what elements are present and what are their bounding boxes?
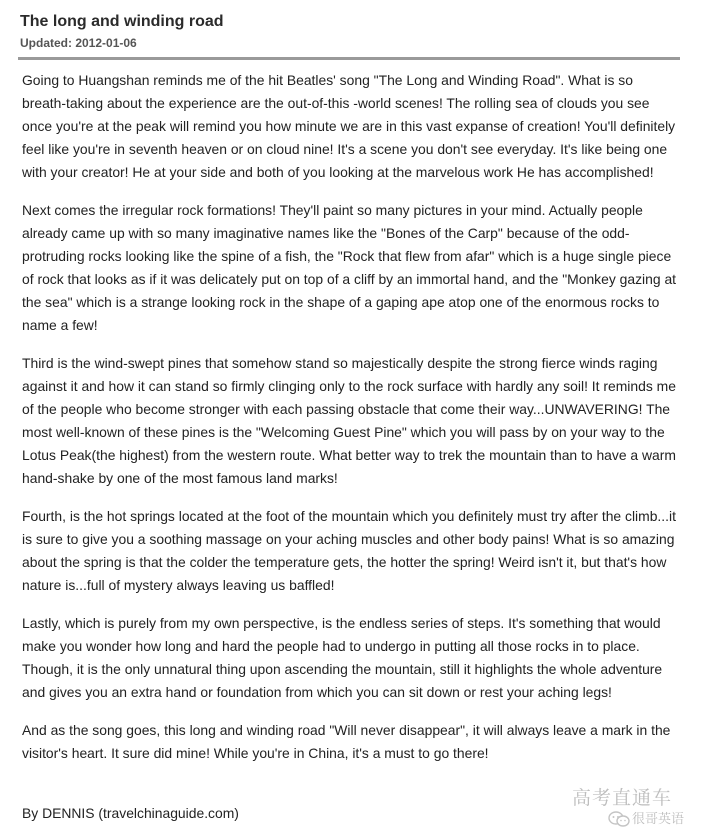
paragraph-2: Next comes the irregular rock formations! They'll paint so many pictures in your mind. Actually people already came up with so many imaginative names like the "Bones of the Carp" because of the odd-protruding rocks looking like the spine of a fish, the "Rock that flew from afar" which is a huge single piece of rock that looks as if it was delicately put on top of a cliff by an immortal hand, and the "Monkey gazing at the sea" which is a strange looking rock in the shape of a gaping ape atop one of the enormous rocks to name a few!: [22, 202, 677, 333]
paragraph-4: Fourth, is the hot springs located at the foot of the mountain which you definitely must try after the climb...it is sure to give you a soothing massage on your aching muscles and other body pains! What is so amazing about the spring is that the colder the temperature gets, the hotter the spring! Weird isn't it, but that's how nature is...full of mystery always leaving us baffled!: [22, 508, 676, 593]
watermark-subtitle: 很哥英语: [632, 811, 685, 826]
byline: By DENNIS (travelchinaguide.com): [22, 805, 239, 821]
paragraph-1: Going to Huangshan reminds me of the hit Beatles' song "The Long and Winding Road". What is so breath-taking about the experience are the out-of-this -world scenes! The rolling sea of clouds you see once you're at the peak will remind you how minute we are in this vast expanse of creation! You'll definitely feel like you're in seventh heaven or on cloud nine! It's a scene you don't see everyday. It's like being one with your creator! He at your side and both of you looking at the marvelous work He has accomplished!: [22, 72, 676, 180]
title-divider: [18, 57, 680, 60]
watermark: [568, 788, 700, 832]
updated-date: Updated: 2012-01-06: [20, 36, 137, 50]
paragraph-3: Third is the wind-swept pines that somehow stand so majestically despite the strong fierce winds raging against it and how it can stand so firmly clinging only to the rock surface with hardly any soil! It reminds me of the people who become stronger with each passing obstacle that come their way...UNWAVERING! The most well-known of these pines is the "Welcoming Guest Pine" which you will pass by on your way to the Lotus Peak(the highest) from the western route. What better way to trek the mountain than to have a warm hand-shake by one of the most famous land marks!: [22, 355, 676, 486]
wechat-icon: [608, 811, 630, 827]
paragraph-6: And as the song goes, this long and winding road "Will never disappear", it will always leave a mark in the visitor's heart. It sure did mine! While you're in China, it's a must to go there!: [22, 722, 671, 761]
paragraph-5: Lastly, which is purely from my own perspective, is the endless series of steps. It's something that would make you wonder how long and hard the people had to undergo in putting all those rocks in to place. Though, it is the only unnatural thing upon ascending the mountain, still it highlights the whole adventure and gives you an extra hand or foundation from which you can sit down or rest your aching legs!: [22, 615, 663, 700]
article-body: [22, 69, 678, 780]
article-title: The long and winding road: [20, 13, 224, 30]
watermark-title: 高考直通车: [572, 788, 673, 809]
